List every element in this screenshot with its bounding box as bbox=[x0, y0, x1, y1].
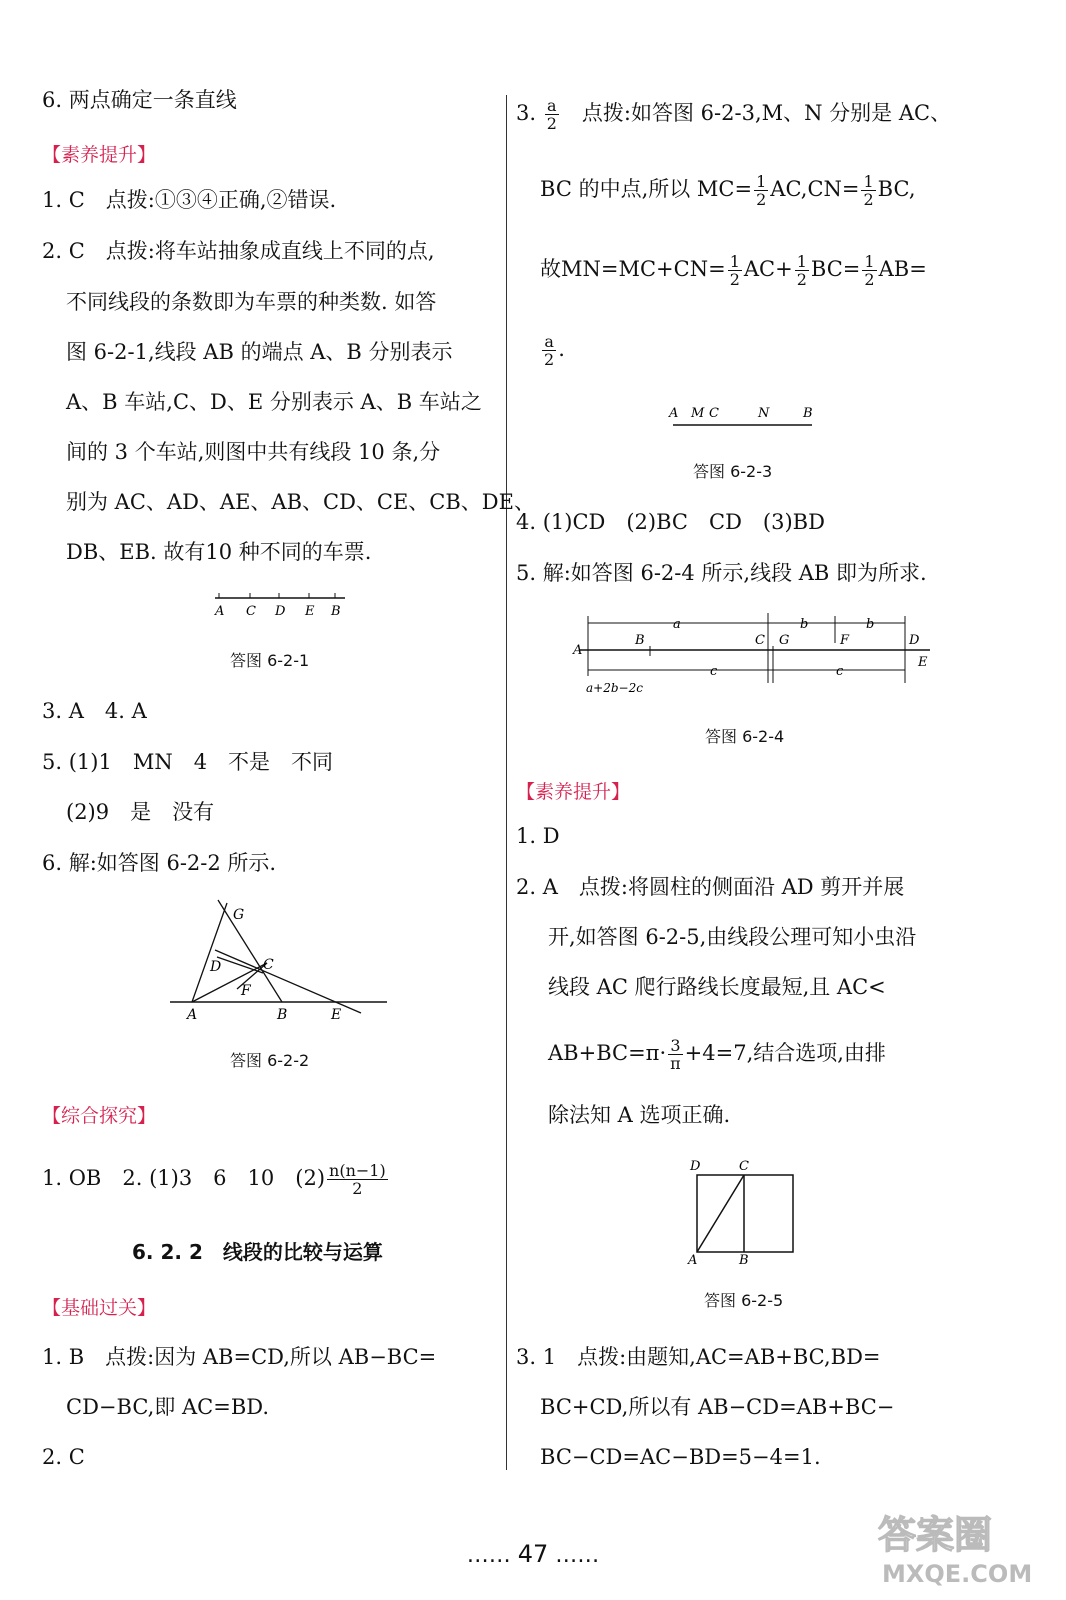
svg-text:MXQE.COM: MXQE.COM bbox=[882, 1560, 1033, 1588]
text-line: AB+BC=π· $\frac{3}{\pi}$ +4=7,结合选项,由排 bbox=[548, 1036, 886, 1073]
text-line: DB、EB. 故有10 种不同的车票. bbox=[66, 540, 372, 564]
section-tag-zonghe-tanjiu: 【综合探究】 bbox=[42, 1105, 157, 1127]
text-line: 间的 3 个车站,则图中共有线段 10 条,分 bbox=[66, 440, 441, 464]
figure-6-2-5 bbox=[684, 1155, 804, 1267]
answer-2-line: 2. C 点拨:将车站抽象成直线上不同的点, bbox=[42, 239, 435, 263]
text-line: CD−BC,即 AC=BD. bbox=[66, 1395, 270, 1419]
text-line: $\frac{a}{2}$ . bbox=[544, 332, 565, 369]
fraction: $\frac{3}{\pi}$ bbox=[670, 1036, 681, 1073]
answer-4-line: 4. (1)CD (2)BC CD (3)BD bbox=[516, 510, 825, 534]
figure-caption: 答图 6-2-2 bbox=[230, 1051, 310, 1070]
svg-text:答案圈: 答案圈 bbox=[878, 1513, 993, 1557]
svg-text:b: b bbox=[866, 617, 875, 632]
svg-text:G: G bbox=[779, 633, 790, 648]
svg-text:B: B bbox=[803, 406, 813, 421]
fraction: $\frac{a}{2}$ bbox=[544, 332, 555, 369]
section-tag-suyang-tisheng: 【素养提升】 bbox=[42, 144, 157, 166]
answer-1-line: 1. D bbox=[516, 824, 560, 848]
svg-text:A: A bbox=[573, 643, 583, 658]
fraction: $\frac{1}{2}$ bbox=[864, 252, 875, 289]
svg-text:F: F bbox=[840, 633, 850, 648]
answer-5-line: 5. (1)1 MN 4 不是 不同 bbox=[42, 750, 334, 774]
answer-3-4-line: 3. A 4. A bbox=[42, 699, 147, 723]
svg-text:C: C bbox=[755, 633, 765, 648]
svg-text:C: C bbox=[263, 957, 274, 973]
answer-1-line: 1. B 点拨:因为 AB=CD,所以 AB−BC= bbox=[42, 1345, 437, 1369]
svg-text:D: D bbox=[210, 959, 222, 975]
text-line: 除法知 A 选项正确. bbox=[548, 1103, 731, 1127]
svg-text:B: B bbox=[277, 1007, 288, 1023]
svg-text:a+2b−2c: a+2b−2c bbox=[586, 681, 643, 695]
text-line: BC+CD,所以有 AB−CD=AB+BC− bbox=[540, 1395, 895, 1419]
svg-text:c: c bbox=[710, 664, 718, 679]
answer-6-line: 6. 解:如答图 6-2-2 所示. bbox=[42, 851, 277, 875]
answer-2-line: 2. C bbox=[42, 1445, 85, 1469]
figure-6-2-3 bbox=[665, 400, 825, 432]
text-line: BC−CD=AC−BD=5−4=1. bbox=[540, 1445, 821, 1469]
fraction: $\frac{1}{2}$ bbox=[756, 172, 767, 209]
page-number: …… 47 …… bbox=[466, 1540, 600, 1568]
svg-text:N: N bbox=[758, 406, 770, 421]
answer-zonghe-line: 1. OB 2. (1)3 6 10 (2) $\frac{n(n-1)}{2}$ bbox=[42, 1161, 386, 1198]
text-line: 故MN=MC+CN= $\frac{1}{2}$ AC+ $\frac{1}{2}$ BC= $\frac{1}{2}$ AB= bbox=[540, 252, 927, 289]
svg-text:F: F bbox=[241, 983, 251, 999]
svg-text:A: A bbox=[669, 406, 679, 421]
svg-text:C: C bbox=[709, 406, 719, 421]
fraction: $\frac{1}{2}$ bbox=[863, 172, 874, 209]
answer-3-line: 3. 1 点拨:由题知,AC=AB+BC,BD= bbox=[516, 1345, 881, 1369]
text-line: 不同线段的条数即为车票的种类数. 如答 bbox=[66, 290, 437, 314]
answer-5-line: 5. 解:如答图 6-2-4 所示,线段 AB 即为所求. bbox=[516, 561, 927, 585]
figure-caption: 答图 6-2-3 bbox=[693, 462, 773, 481]
figure-6-2-2 bbox=[165, 895, 395, 1030]
answer-1-line: 1. C 点拨:①③④正确,②错误. bbox=[42, 188, 337, 212]
column-divider bbox=[506, 95, 507, 1470]
fraction: $\frac{n(n-1)}{2}$ bbox=[329, 1161, 386, 1198]
section-tag-jichu-guoguan: 【基础过关】 bbox=[42, 1297, 157, 1319]
answer-2-line: 2. A 点拨:将圆柱的侧面沿 AD 剪开并展 bbox=[516, 875, 905, 899]
svg-text:c: c bbox=[836, 664, 844, 679]
fraction: $\frac{1}{2}$ bbox=[796, 252, 807, 289]
figure-6-2-1 bbox=[205, 585, 355, 625]
svg-text:a: a bbox=[673, 617, 681, 632]
text-line: 线段 AC 爬行路线长度最短,且 AC< bbox=[548, 975, 886, 999]
answer-3-line: 3. $\frac{a}{2}$ 点拨:如答图 6-2-3,M、N 分别是 AC、 bbox=[516, 96, 952, 133]
fig1-label: D bbox=[275, 604, 286, 619]
fraction: $\frac{a}{2}$ bbox=[546, 96, 557, 133]
fig1-label: E bbox=[305, 604, 315, 619]
text-line: 别为 AC、AD、AE、AB、CD、CE、CB、DE、 bbox=[66, 490, 535, 514]
text-line: 图 6-2-1,线段 AB 的端点 A、B 分别表示 bbox=[66, 340, 453, 364]
figure-6-2-4 bbox=[570, 608, 940, 698]
svg-text:D: D bbox=[909, 633, 920, 648]
answer-6-line: 6. 两点确定一条直线 bbox=[42, 88, 237, 112]
svg-text:E: E bbox=[918, 655, 928, 670]
figure-caption: 答图 6-2-5 bbox=[704, 1291, 784, 1310]
svg-text:A: A bbox=[688, 1253, 698, 1267]
figure-caption: 答图 6-2-4 bbox=[705, 727, 785, 746]
svg-text:B: B bbox=[739, 1253, 749, 1267]
fraction: $\frac{1}{2}$ bbox=[729, 252, 740, 289]
fig1-label: B bbox=[331, 604, 341, 619]
section-tag-suyang-tisheng: 【素养提升】 bbox=[516, 781, 631, 803]
section-title: 6. 2. 2 线段的比较与运算 bbox=[132, 1240, 383, 1264]
text-line: 开,如答图 6-2-5,由线段公理可知小虫沿 bbox=[548, 925, 917, 949]
fig1-label: C bbox=[246, 604, 256, 619]
fig1-label: A bbox=[215, 604, 225, 619]
svg-text:G: G bbox=[233, 907, 245, 923]
svg-text:M: M bbox=[691, 406, 705, 421]
watermark-logo bbox=[868, 1500, 1048, 1590]
text-line: BC 的中点,所以 MC= $\frac{1}{2}$ AC,CN= $\frac{1}{2}$ BC, bbox=[540, 172, 916, 209]
text-line: A、B 车站,C、D、E 分别表示 A、B 车站之 bbox=[66, 390, 482, 414]
svg-text:C: C bbox=[739, 1159, 749, 1174]
svg-text:E: E bbox=[331, 1007, 342, 1023]
svg-text:b: b bbox=[800, 617, 809, 632]
svg-text:D: D bbox=[690, 1159, 701, 1174]
text-line: (2)9 是 没有 bbox=[66, 800, 215, 824]
svg-text:B: B bbox=[635, 633, 645, 648]
svg-text:A: A bbox=[187, 1007, 198, 1023]
figure-caption: 答图 6-2-1 bbox=[230, 651, 310, 670]
